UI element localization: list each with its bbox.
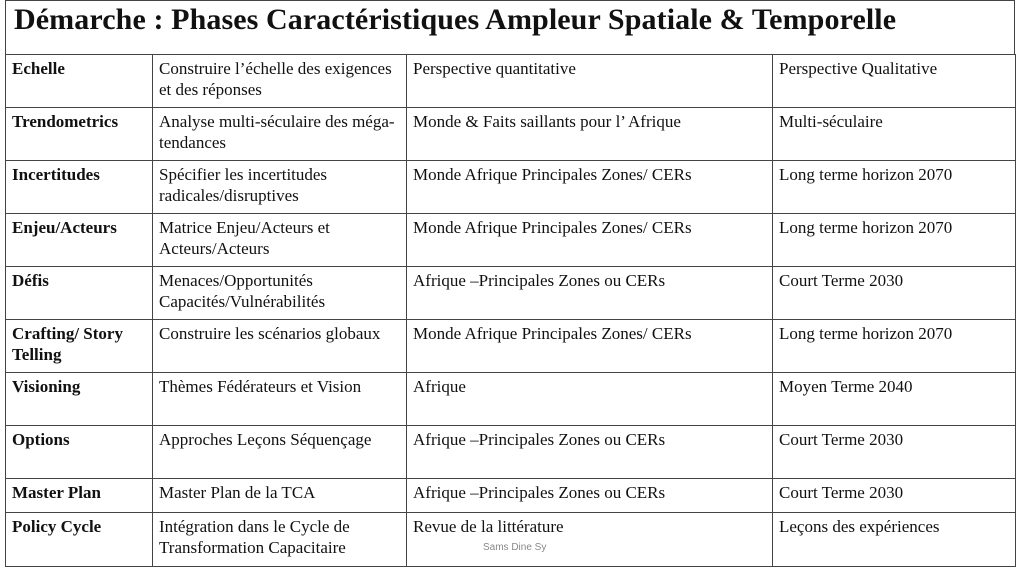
temporal-cell: Long terme horizon 2070: [773, 320, 1016, 373]
table-row: [6, 320, 1016, 373]
phase-cell: Master Plan: [6, 479, 153, 513]
spatial-cell: Monde Afrique Principales Zones/ CERs: [407, 214, 773, 267]
slide-title: Démarche : Phases Caractéristiques Ampleur Spatiale & Temporelle: [14, 3, 897, 36]
spatial-cell: Monde Afrique Principales Zones/ CERs: [407, 161, 773, 214]
temporal-cell: Long terme horizon 2070: [773, 161, 1016, 214]
phase-cell: Défis: [6, 267, 153, 320]
phase-cell: Enjeu/Acteurs: [6, 214, 153, 267]
temporal-cell: Moyen Terme 2040: [773, 373, 1016, 426]
description-cell: Spécifier les incertitudes radicales/disruptives: [153, 161, 407, 214]
temporal-cell: Multi-séculaire: [773, 108, 1016, 161]
table-row: [6, 161, 1016, 214]
temporal-cell: Long terme horizon 2070: [773, 214, 1016, 267]
description-cell: Thèmes Fédérateurs et Vision: [153, 373, 407, 426]
watermark: Sams Dine Sy: [483, 542, 547, 553]
spatial-cell: Perspective quantitative: [407, 55, 773, 108]
temporal-cell: Leçons des expériences: [773, 513, 1016, 567]
phase-cell: Incertitudes: [6, 161, 153, 214]
table-row: [6, 373, 1016, 426]
temporal-cell: Court Terme 2030: [773, 267, 1016, 320]
temporal-cell: Court Terme 2030: [773, 479, 1016, 513]
description-cell: Menaces/Opportunités Capacités/Vulnérabilités: [153, 267, 407, 320]
temporal-cell: Perspective Qualitative: [773, 55, 1016, 108]
spatial-cell: Afrique: [407, 373, 773, 426]
spatial-cell: Monde & Faits saillants pour l’ Afrique: [407, 108, 773, 161]
phase-cell: Trendometrics: [6, 108, 153, 161]
table-row: [6, 513, 1016, 567]
spatial-cell: Revue de la littérature: [407, 513, 773, 567]
table-row: [6, 214, 1016, 267]
table-row: [6, 479, 1016, 513]
spatial-cell: Afrique –Principales Zones ou CERs: [407, 267, 773, 320]
spatial-cell: Monde Afrique Principales Zones/ CERs: [407, 320, 773, 373]
phase-cell: Visioning: [6, 373, 153, 426]
description-cell: Construire les scénarios globaux: [153, 320, 407, 373]
phase-cell: Options: [6, 426, 153, 479]
description-cell: Analyse multi-séculaire des méga-tendances: [153, 108, 407, 161]
table-row: [6, 108, 1016, 161]
description-cell: Master Plan de la TCA: [153, 479, 407, 513]
phase-cell: Crafting/ Story Telling: [6, 320, 153, 373]
table-row: [6, 267, 1016, 320]
slide: [5, 0, 1017, 570]
description-cell: Approches Leçons Séquençage: [153, 426, 407, 479]
spatial-cell: Afrique –Principales Zones ou CERs: [407, 479, 773, 513]
table-row: [6, 426, 1016, 479]
spatial-cell: Afrique –Principales Zones ou CERs: [407, 426, 773, 479]
phases-table: [5, 54, 1016, 567]
description-cell: Matrice Enjeu/Acteurs et Acteurs/Acteurs: [153, 214, 407, 267]
phase-cell: Policy Cycle: [6, 513, 153, 567]
title-box: [5, 0, 1015, 55]
description-cell: Construire l’échelle des exigences et des réponses: [153, 55, 407, 108]
temporal-cell: Court Terme 2030: [773, 426, 1016, 479]
phase-cell: Echelle: [6, 55, 153, 108]
description-cell: Intégration dans le Cycle de Transformation Capacitaire: [153, 513, 407, 567]
table-row: [6, 55, 1016, 108]
